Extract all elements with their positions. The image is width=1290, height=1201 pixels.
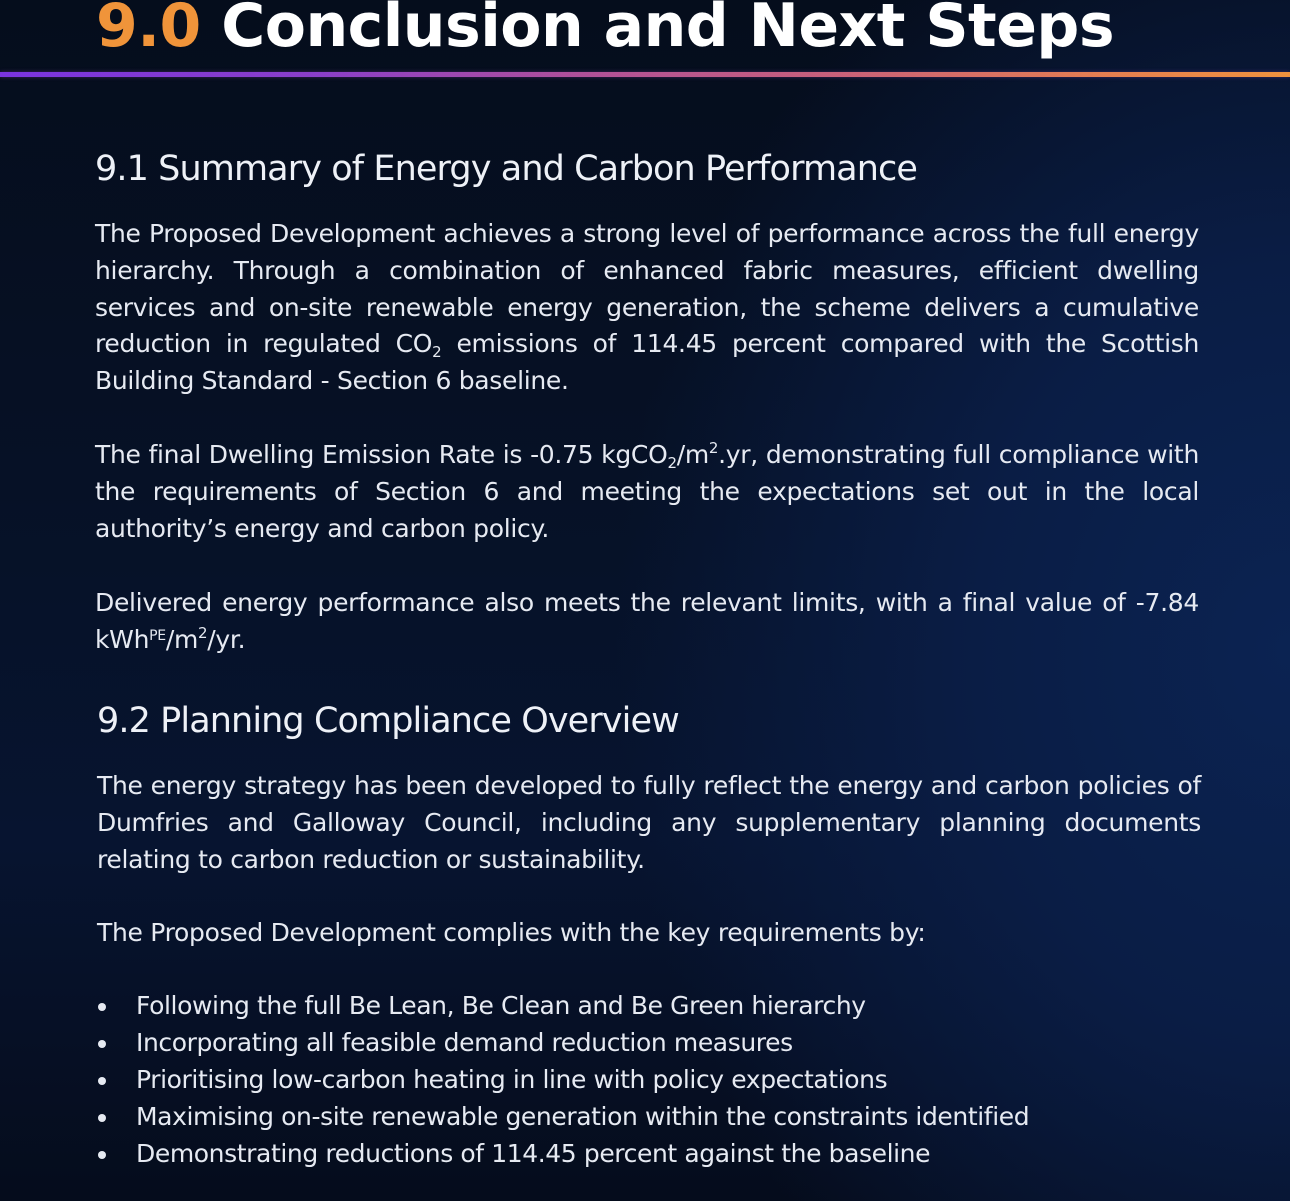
bullet-icon — [98, 1151, 106, 1159]
bullet-icon — [98, 1003, 106, 1011]
page-title — [96, 0, 1114, 66]
paragraph-dwelling-emission-rate — [95, 437, 1199, 547]
paragraph-delivered-energy — [95, 585, 1199, 659]
para-text: .yr, demonstrating full compliance with the requirements of Section 6 and meeting the expectations set out in the local authority’s energy and carbon policy. — [95, 440, 1199, 543]
title-divider — [0, 72, 1290, 77]
paragraph-key-requirements-intro: The Proposed Development complies with the key requirements by: — [97, 918, 926, 947]
bullet-icon — [98, 1040, 106, 1048]
list-item — [96, 1025, 1029, 1062]
superscript: 2 — [198, 623, 208, 642]
para-text: emissions of 114.45 percent compared with the Scottish Building Standard - Section 6 baseline. — [95, 329, 1199, 396]
bullet-icon — [98, 1114, 106, 1122]
superscript: PE — [149, 627, 166, 644]
list-item-text: Following the full Be Lean, Be Clean and Be Green hierarchy — [136, 991, 866, 1020]
superscript: 2 — [708, 439, 719, 457]
list-item-text: Demonstrating reductions of 114.45 percent against the baseline — [136, 1138, 931, 1168]
paragraph-energy-performance — [95, 216, 1199, 400]
paragraph-energy-strategy: The energy strategy has been developed to fully reflect the energy and carbon policies of Dumfries and Galloway Council, including any supplementary planning documents relating to carbon reduction or sustainability. — [97, 771, 1201, 874]
list-item-text: Maximising on-site renewable generation within the constraints identified — [136, 1101, 1030, 1131]
heading-9-1: 9.1 Summary of Energy and Carbon Performance — [95, 149, 917, 189]
para-text: /m — [676, 440, 709, 469]
list-item — [96, 988, 1029, 1025]
para-text: /yr. — [207, 624, 246, 654]
list-item — [96, 1136, 1029, 1173]
subscript: 2 — [432, 343, 442, 362]
para-text: The Proposed Development achieves a strong level of performance across the full energy hierarchy. Through a combination of enhanced fabric measures, efficient dwelling services and on-site renewable energy generation, the scheme delivers a cumulative reduction in regulated CO — [95, 219, 1199, 359]
para-text: The final Dwelling Emission Rate is -0.75 kgCO — [95, 440, 668, 469]
subscript: 2 — [667, 454, 677, 472]
bullet-icon — [98, 1077, 106, 1085]
para-text: /m — [165, 624, 199, 654]
section-number: 9.0 — [96, 0, 201, 61]
list-item-text: Prioritising low-carbon heating in line with policy expectations — [136, 1064, 888, 1094]
para-text: Delivered energy performance also meets the relevant limits, with a final value of -7.84 kWh — [95, 588, 1199, 654]
list-item-text: Incorporating all feasible demand reduction measures — [136, 1027, 793, 1057]
list-item — [96, 1099, 1029, 1136]
requirements-list — [96, 988, 1029, 1173]
heading-9-2: 9.2 Planning Compliance Overview — [97, 701, 679, 741]
section-title: Conclusion and Next Steps — [221, 0, 1115, 61]
list-item — [96, 1062, 1029, 1099]
